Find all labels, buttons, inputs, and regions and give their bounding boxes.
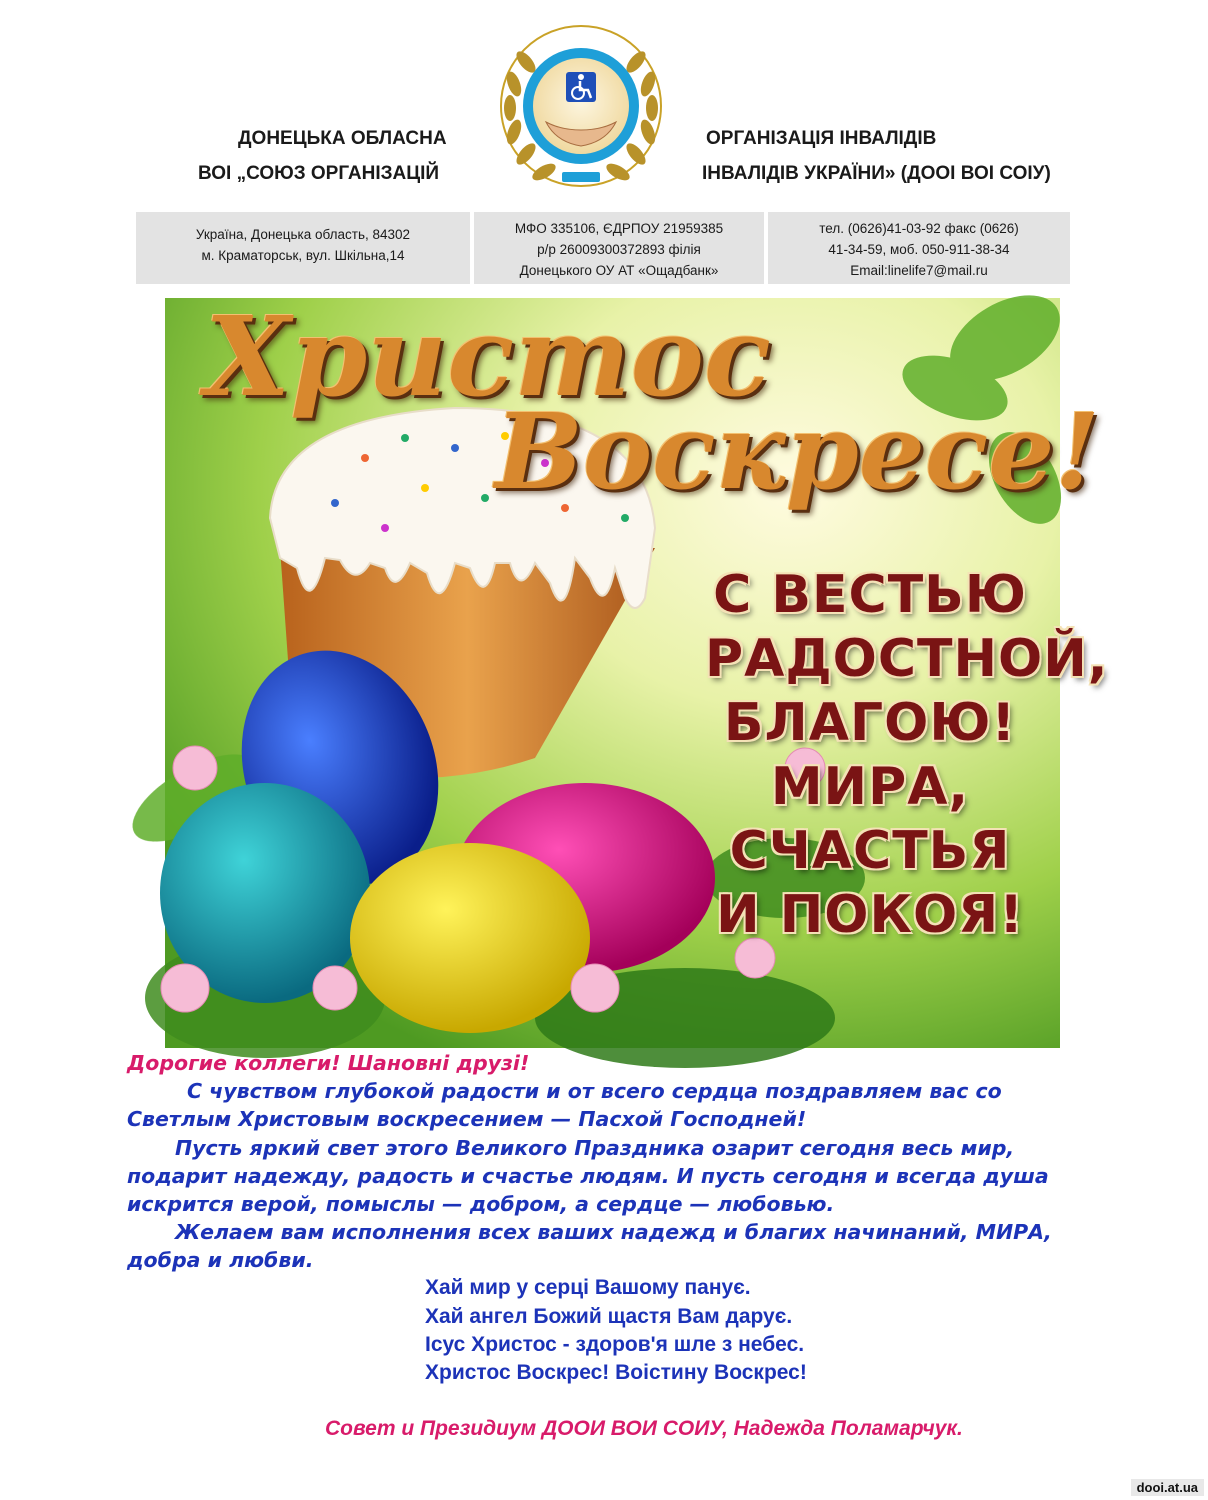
easter-banner: [165, 292, 1109, 1048]
poem-line-3: Ісус Христос - здоров'я шле з небес.: [425, 1333, 805, 1356]
wish-text: [705, 563, 1109, 947]
letter-line-1: С чувством глубокой радости и от всего сердца поздравляем вас со: [187, 1079, 1002, 1103]
address-line2: м. Краматорськ, вул. Шкільна,14: [201, 248, 405, 263]
letter-line-6: Желаем вам исполнения всех ваших надежд и благих начинаний, МИРА,: [175, 1220, 1052, 1244]
letter-line-4: подарит надежду, радость и счастье людям. И пусть сегодня и всегда душа: [127, 1164, 1049, 1188]
org-name-left-line1: ДОНЕЦЬКА ОБЛАСНА: [238, 128, 447, 149]
banner-title-line2: Воскресе!: [495, 390, 1101, 513]
wish-line-6: И ПОКОЯ!: [716, 885, 1024, 945]
contact-line2: 41-34-59, моб. 050-911-38-34: [828, 242, 1010, 257]
bank-line1: МФО 335106, ЄДРПОУ 21959385: [514, 221, 724, 236]
contact-line3: Email:linelife7@mail.ru: [850, 263, 988, 278]
site-watermark: dooi.at.ua: [1131, 1479, 1204, 1496]
bank-line3: Донецького ОУ АТ «Ощадбанк»: [519, 263, 719, 278]
letter-line-2: Светлым Христовым воскресением — Пасхой Господней!: [127, 1107, 807, 1131]
greeting: Дорогие коллеги! Шановні друзі!: [127, 1051, 530, 1075]
letter-line-3: Пусть яркий свет этого Великого Праздника озарит сегодня весь мир,: [175, 1136, 1015, 1160]
bank-details-box: [474, 212, 764, 284]
banner-title-line1: Христос: [205, 292, 771, 421]
letter-line-5: искрится верой, помыслы — добром, а сердце — любовью.: [127, 1192, 835, 1216]
wish-line-4: МИРА,: [770, 757, 970, 817]
bank-line2: р/р 26009300372893 філія: [537, 242, 701, 257]
poem-line-1: Хай мир у серці Вашому панує.: [425, 1276, 751, 1299]
wish-line-5: СЧАСТЬЯ: [729, 821, 1011, 881]
poem-line-4: Христос Воскрес! Воістину Воскрес!: [425, 1361, 807, 1384]
wish-line-1: С ВЕСТЬЮ: [713, 565, 1027, 625]
contacts-box: [768, 212, 1070, 284]
org-name-right-line1: ОРГАНІЗАЦІЯ ІНВАЛІДІВ: [706, 128, 937, 149]
org-name-right-line2: ІНВАЛІДІВ УКРАЇНИ» (ДООІ ВОІ СОІУ): [702, 163, 1051, 184]
wish-line-2: РАДОСТНОЙ,: [705, 629, 1109, 689]
contact-line1: тел. (0626)41-03-92 факс (0626): [819, 221, 1019, 236]
signature: Совет и Президиум ДООИ ВОИ СОИУ, Надежда Поламарчук.: [325, 1417, 963, 1440]
wish-line-3: БЛАГОЮ!: [723, 693, 1017, 753]
org-name-left-line2: ВОІ „СОЮЗ ОРГАНІЗАЦІЙ: [198, 163, 440, 184]
letter-line-7: добра и любви.: [127, 1248, 314, 1272]
poem-line-2: Хай ангел Божий щастя Вам дарує.: [425, 1305, 793, 1328]
address-line1: Україна, Донецька область, 84302: [195, 227, 411, 242]
address-box: [136, 212, 470, 284]
organization-logo: [496, 22, 666, 194]
